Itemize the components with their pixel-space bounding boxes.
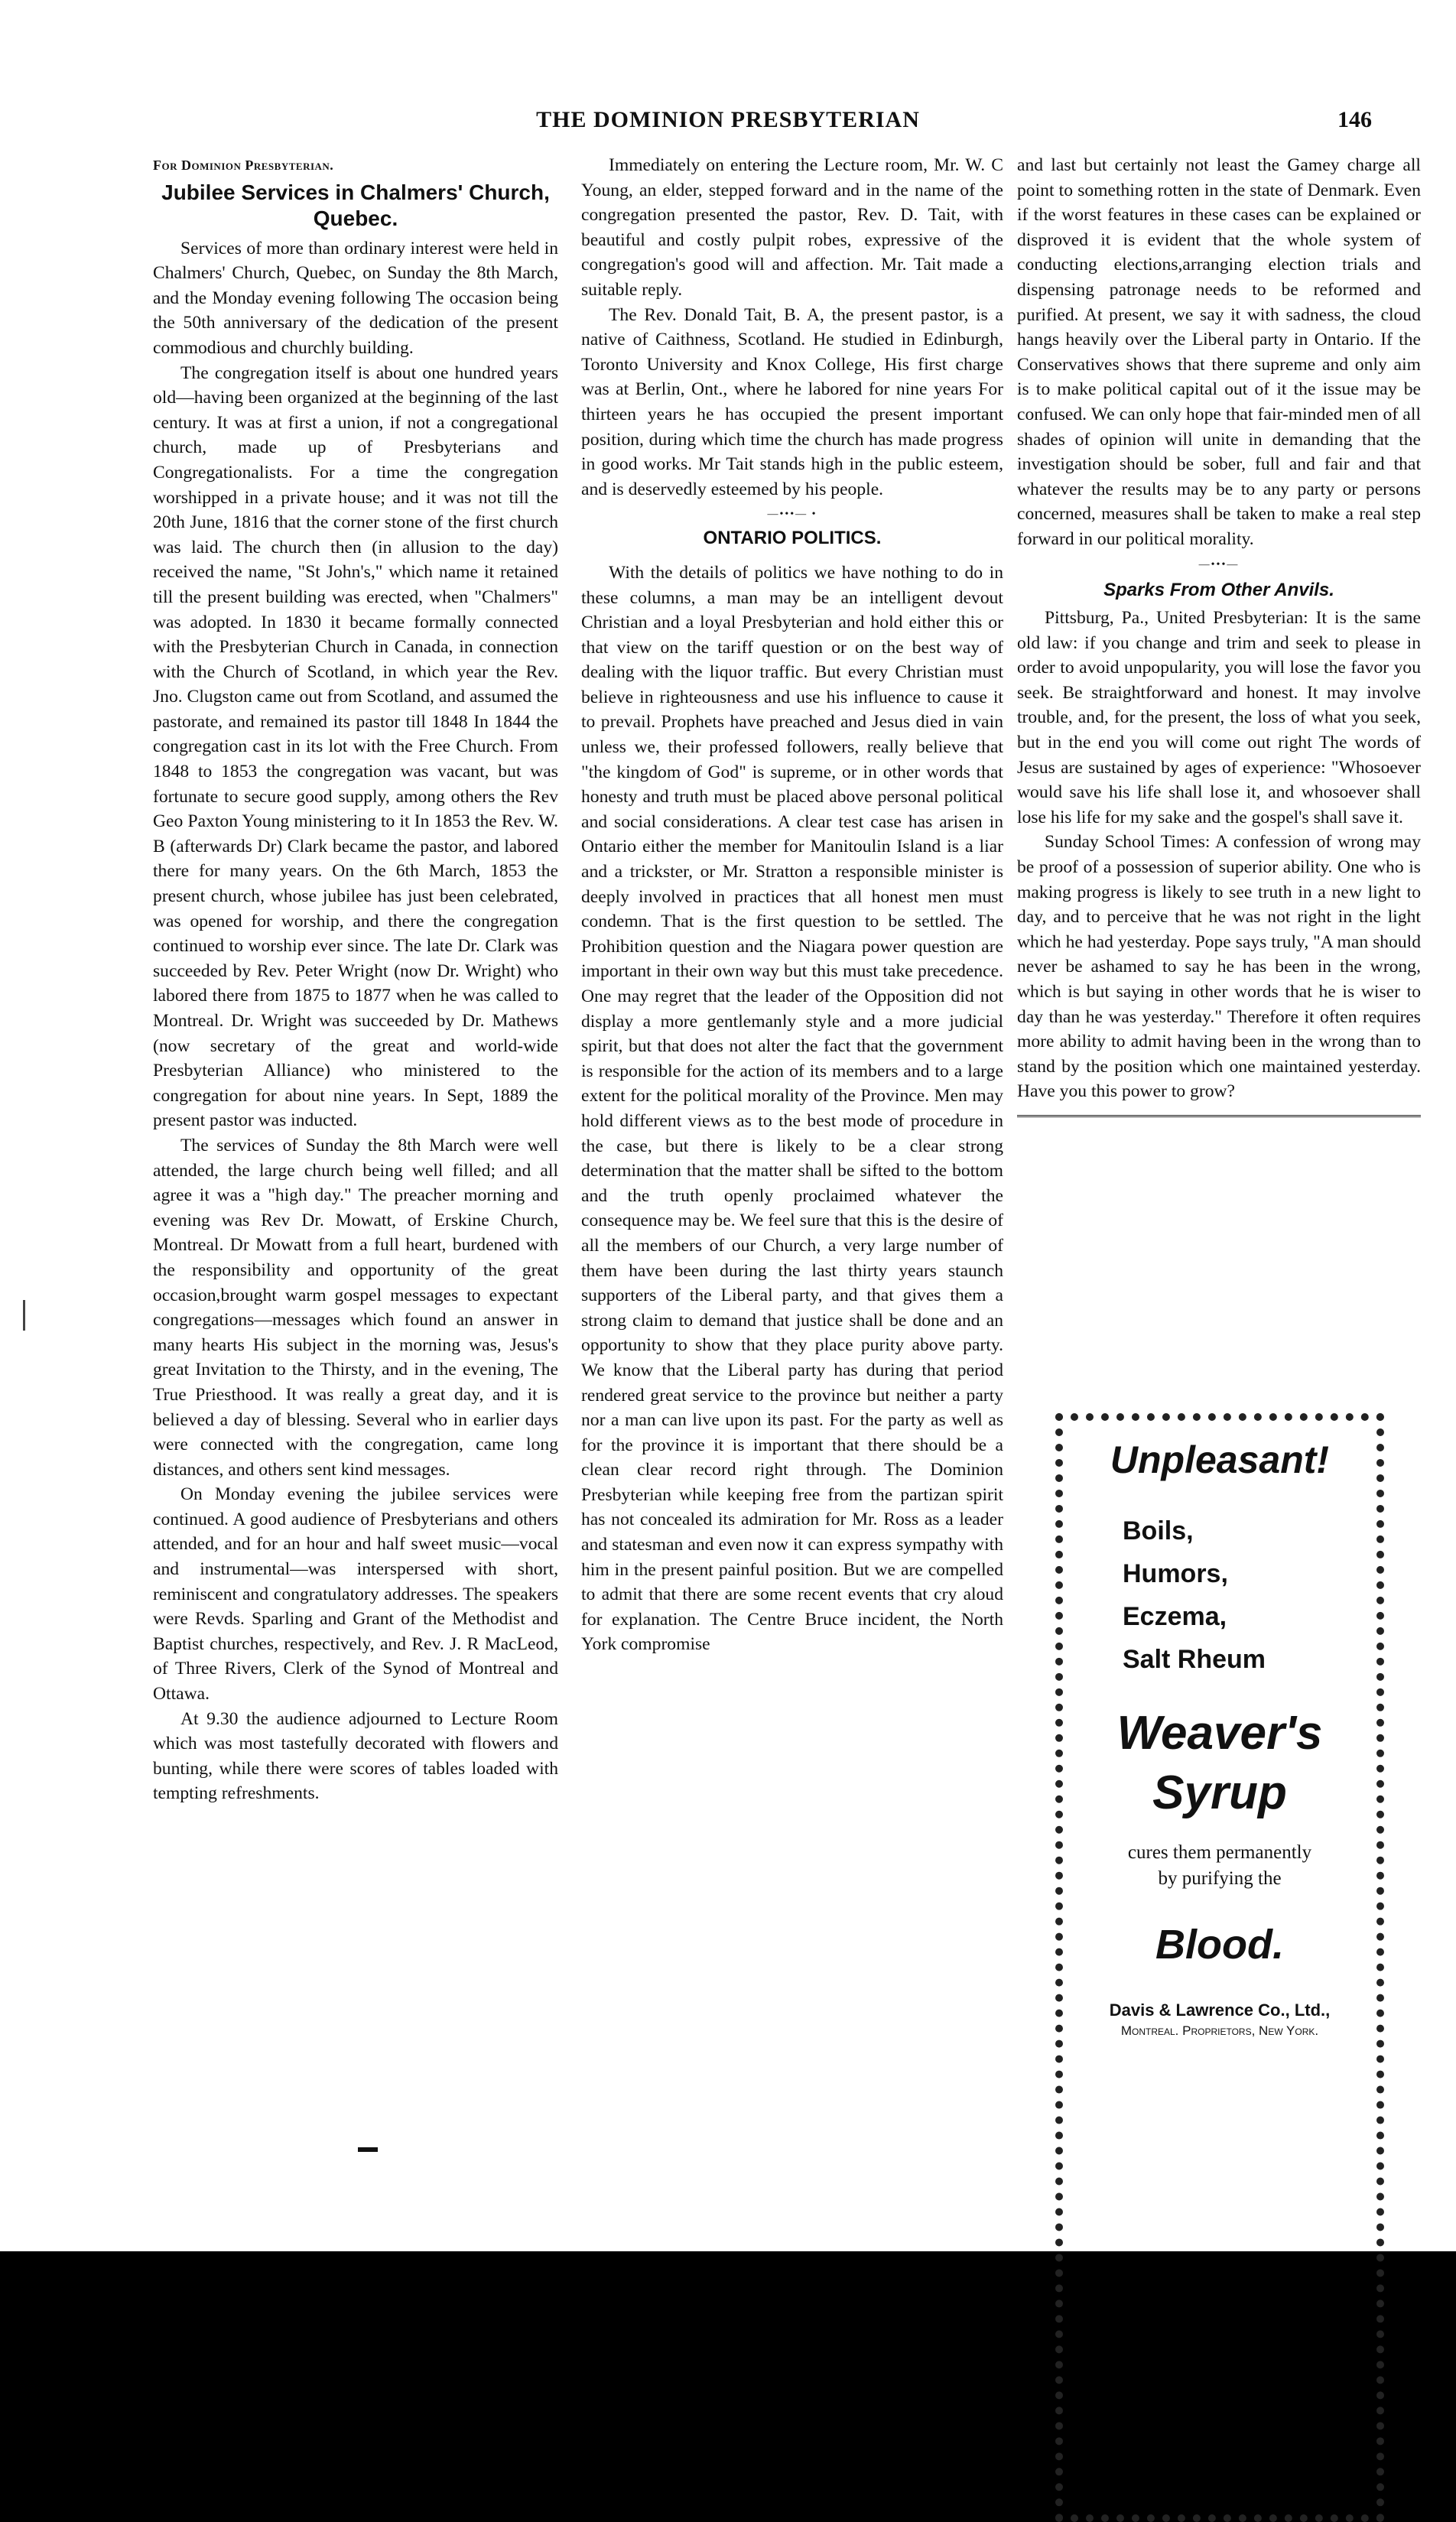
paragraph: and last but certainly not least the Gamey charge all point to something rotten in the state of Denmark. Even if the worst features in these cases can be explained or disproved it is evident that the whole system of conducting elections,arranging election trials and dispensing patronage needs to be reformed and purified. At present, we say it with sadness, the cloud hangs heavily over the Liberal party in Ontario. If the Conservatives shows that there supreme and only aim is to make political capital out of it the issue may be confused. We can only hope that fair-minded men of all shades of opinion will unite in demanding that the investigation should be sober, full and fair and that whatever the results may be to any party or persons concerned, measures shall be taken to make a real step forward in our political morality. <box>1017 155 1421 549</box>
ad-tagline-line-2: by purifying the <box>1158 1868 1282 1889</box>
page-number: 146 <box>1337 107 1372 132</box>
ad-ailment: Humors, <box>1123 1559 1228 1588</box>
paragraph: Immediately on entering the Lecture room, Mr. W. C Young, an elder, stepped forward and in the name of the congregation presented the pastor, Rev. D. Tait, with beautiful and costly pulpit robes, expressive of the congregation's good will and affection. Mr. Tait made a suitable reply. <box>581 155 1003 300</box>
paragraph: The services of Sunday the 8th March were well attended, the large church being well filled; and all agree it was a "high day." The preacher morning and evening was Rev Dr. Mowatt, of Erskine Church, Montreal. Dr Mowatt from a full heart, burdened with the responsibility and opportunity of the great occasion,brought warm gospel messages to expectant congregations—messages which found an answer in many hearts His subject in the morning was, Jesus's great Invitation to the Thirsty, and in the evening, The True Priesthood. It was really a great day, and it is believed a day of blessing. Several who in earlier days were connected with the congregation, came long distances, and others sent kind messages. <box>153 1135 558 1480</box>
advertisement-box <box>1055 1413 1384 2522</box>
headline-line-2: Quebec. <box>313 206 398 230</box>
article-kicker: For Dominion Presbyterian. <box>153 158 334 173</box>
publication-title: THE DOMINION PRESBYTERIAN <box>536 107 920 132</box>
column-3 <box>1017 153 1421 1126</box>
headline-line-1: Jubilee Services in Chalmers' Church, <box>161 180 550 204</box>
paragraph: Sunday School Times: A confession of wrong may be proof of a possession of superior ability. One who is making progress is likely to see truth in a new light to day, and to perceive that he was not right in the light which he had yesterday. Pope says truly, "A man should never be ashamed to say he has been in the wrong, which is but saying in other words that he is wiser to day than he was yesterday." Therefore it often requires more ability to admit having been in the wrong than to stand by the position which one maintained yesterday. Have you this power to grow? <box>1017 832 1421 1102</box>
double-rule <box>1017 1115 1421 1117</box>
ad-company-name: Davis & Lawrence Co., Ltd., <box>1109 2000 1331 2020</box>
paragraph: Pittsburg, Pa., United Presbyterian: It is the same old law: if you change and trim and seek to please in order to avoid unpopularity, you will lose the favor you seek. Be straightforward and honest. It may involve trouble, and, for the present, the loss of what you seek, but in the end you will come out right The words of Jesus are sustained by ages of experience: "Whosoever would save his life shall lose it, and whosoever shall lose his life for my sake and the gospel's shall save it. <box>1017 608 1421 827</box>
paragraph: The congregation itself is about one hundred years old—having been organized at the beginning of the last century. It was at first a union, if not a congregational church, made up of Presbyterians and Congregationalists. For a time the congregation worshipped in a private house; and it was not till the 20th June, 1816 that the corner stone of the first church was laid. The church then (in allusion to the day) received the name, "St John's," which name it retained till the present building was erected, when "Chalmers" was adopted. In 1830 it became formally connected with the Presbyterian Church in Canada, in connection with the Church of Scotland, in which year the Rev. Jno. Clugston came out from Scotland, and assumed the pastorate, and remained its pastor till 1848 In 1844 the congregation cast in its lot with the Free Church. From 1848 to 1853 the congregation was vacant, but was fortunate to secure good supply, among others the Rev Geo Paxton Young ministering to it In 1853 the Rev. W. B (afterwards Dr) Clark became the pastor, and labored there for many years. On the 6th March, 1853 the present church, whose jubilee has just been celebrated, was opened for worship, and there the congregation continued to worship ever since. The late Dr. Clark was succeeded by Rev. Peter Wright (now Dr. Wright) who labored there from 1875 to 1877 when he was called to Montreal. Dr. Wright was succeeded by Dr. Mathews (now secretary of the great and world-wide Presbyterian Alliance) who ministered to the congregation for about nine years. In Sept, 1889 the present pastor was inducted. <box>153 362 558 1131</box>
column-1 <box>153 153 558 1806</box>
section-title-ontario-politics: ONTARIO POLITICS. <box>703 528 882 549</box>
ad-brand-line-1: Weaver's <box>1116 1707 1323 1760</box>
ad-blood-word: Blood. <box>1155 1922 1284 1968</box>
ad-brand-name <box>1077 1704 1363 1823</box>
binding-mark <box>23 1300 33 1331</box>
paragraph: With the details of politics we have nothing to do in these columns, a man may be an intelligent devout Christian and a loyal Presbyterian and hold either this or that view on the tariff question or on the best way of dealing with the liquor traffic. But every Christian must believe in righteousness and use his influence to cause it to prevail. Prophets have preached and Jesus died in vain unless we, their professed followers, really believe that "the kingdom of God" is supreme, or in other words that honesty and truth must be placed above personal political and social considerations. A clear test case has arisen in Ontario either the member for Manitoulin Island is a liar and a trickster, or Mr. Stratton a responsible minister is deeply involved in practices that all honest men must condemn. That is the first question to be settled. The Prohibition question and the Niagara power question are important in their own way but this must take precedence. One may regret that the leader of the Opposition did not display a more gentlemanly style and a more judicial spirit, but that does not alter the fact that the government is responsible for the action of its members and to a large extent for the political morality of the Province. Men may hold different views as to the best mode of procedure in the case, but there is likely to be a clear strong determination that the matter shall be sifted to the bottom and the truth openly proclaimed whatever the consequence may be. We feel sure that this is the desire of all the members of our Church, a very large number of them have been during the last thirty years staunch supporters of the Liberal party, and that gives them a strong claim to demand that justice shall be done and an opportunity to show that they place purity above party. We know that the Liberal party has during that period rendered great service to the province but neither a party nor a man can live upon its past. For the party as well as for the province it is important that there should be a clean clear record right through. The Dominion Presbyterian while keeping free from the partizan spirit has not concealed its admiration for Mr. Ross as a leader and statesman and even now it can express sympathy with him in the present painful position. But we are compelled to admit that there are some recent events that cry aloud for explanation. The Centre Bruce incident, the North York compromise <box>581 562 1003 1655</box>
article-headline <box>153 180 558 232</box>
ad-ailment: Eczema, <box>1123 1602 1227 1631</box>
ad-tagline-line-1: cures them permanently <box>1127 1842 1312 1863</box>
section-title-sparks: Sparks From Other Anvils. <box>1103 579 1334 600</box>
section-divider: —•••— <box>1198 558 1240 570</box>
paragraph: The Rev. Donald Tait, B. A, the present pastor, is a native of Caithness, Scotland. He studied in Edinburgh, Toronto University and Knox College, His first charge was at Berlin, Ont., where he labored for nine years For thirteen years he has occupied the present important position, during which time the church has made progress in good works. Mr Tait stands high in the public esteem, and is deservedly esteemed by his people. <box>581 304 1003 499</box>
ad-ailment: Salt Rheum <box>1123 1645 1266 1674</box>
paragraph: At 9.30 the audience adjourned to Lecture Room which was most tastefully decorated with flowers and bunting, while there were scores of tables loaded with tempting refreshments. <box>153 1708 558 1804</box>
ad-tagline <box>1077 1840 1363 1892</box>
paragraph: On Monday evening the jubilee services were continued. A good audience of Presbyterians and others attended, and for an hour and half sweet music—vocal and instrumental—was interspersed with short, reminiscent and congratulatory addresses. The speakers were Revds. Sparling and Grant of the Methodist and Baptist churches, respectively, and Rev. J. R MacLeod, of Three Rivers, Clerk of the Synod of Montreal and Ottawa. <box>153 1484 558 1705</box>
print-mark <box>358 2147 378 2152</box>
ad-company-places: Montreal. Proprietors, New York. <box>1120 2023 1319 2038</box>
ad-headline: Unpleasant! <box>1110 1438 1330 1481</box>
ad-ailment-list <box>1077 1510 1363 1681</box>
ad-ailment: Boils, <box>1123 1516 1194 1545</box>
column-2 <box>581 153 1003 1657</box>
page-header <box>0 107 1456 145</box>
section-divider: —•••— • <box>767 509 817 521</box>
paragraph: Services of more than ordinary interest were held in Chalmers' Church, Quebec, on Sunday the 8th March, and the Monday evening following The occasion being the 50th anniversary of the dedication of the present commodious and churchly building. <box>153 238 558 358</box>
ad-brand-line-2: Syrup <box>1152 1766 1287 1819</box>
